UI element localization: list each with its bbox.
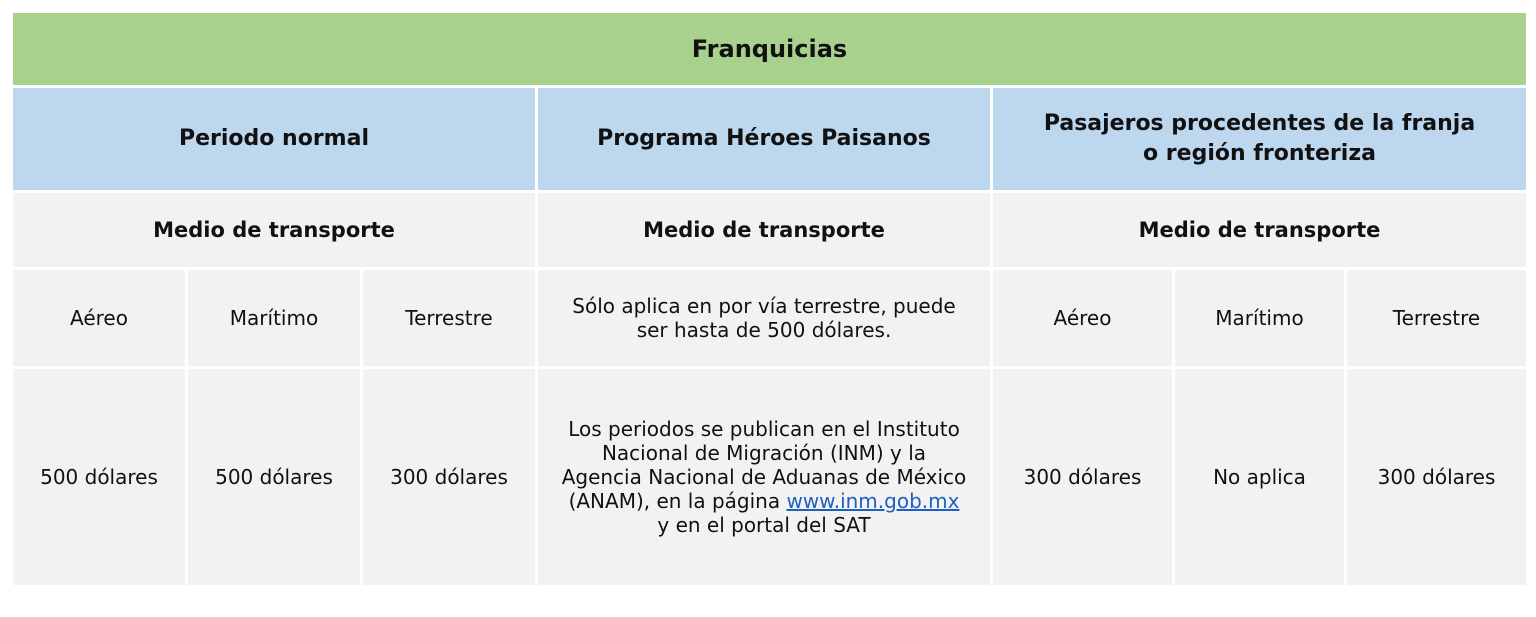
- medio-transporte-label-fronteriza: Medio de transporte: [992, 192, 1528, 269]
- heroes-mode-note: Sólo aplica en por vía terrestre, puede ser hasta de 500 dólares.: [537, 269, 992, 368]
- amount-row: [12, 368, 1528, 587]
- heroes-note-text-after: y en el portal del SAT: [657, 513, 871, 537]
- inm-website-link[interactable]: www.inm.gob.mx: [786, 489, 960, 513]
- transport-mode-row: [12, 269, 1528, 368]
- group-header-row: [12, 87, 1528, 192]
- value-terrestre-fronteriza: 300 dólares: [1346, 368, 1528, 587]
- table-title: Franquicias: [12, 12, 1528, 87]
- mode-terrestre-normal: Terrestre: [362, 269, 537, 368]
- franquicias-table-wrapper: [10, 10, 1526, 588]
- value-maritimo-fronteriza: No aplica: [1174, 368, 1346, 587]
- value-aereo-fronteriza: 300 dólares: [992, 368, 1174, 587]
- heroes-periods-note: [537, 368, 992, 587]
- mode-maritimo-normal: Marítimo: [187, 269, 362, 368]
- mode-terrestre-fronteriza: Terrestre: [1346, 269, 1528, 368]
- group-header-franja-fronteriza: Pasajeros procedentes de la franja o región fronteriza: [992, 87, 1528, 192]
- value-aereo-normal: 500 dólares: [12, 368, 187, 587]
- medio-transporte-label-normal: Medio de transporte: [12, 192, 537, 269]
- franquicias-table: [10, 10, 1529, 588]
- group-header-heroes-paisanos: Programa Héroes Paisanos: [537, 87, 992, 192]
- medio-transporte-label-heroes: Medio de transporte: [537, 192, 992, 269]
- mode-aereo-fronteriza: Aéreo: [992, 269, 1174, 368]
- heroes-note-text-before: Los periodos se publican en el Instituto Nacional de Migración (INM) y la Agencia Nacional de Aduanas de México (ANAM), en la página: [561, 417, 967, 513]
- mode-aereo-normal: Aéreo: [12, 269, 187, 368]
- value-maritimo-normal: 500 dólares: [187, 368, 362, 587]
- mode-maritimo-fronteriza: Marítimo: [1174, 269, 1346, 368]
- medio-transporte-row: [12, 192, 1528, 269]
- title-row: [12, 12, 1528, 87]
- group-header-periodo-normal: Periodo normal: [12, 87, 537, 192]
- value-terrestre-normal: 300 dólares: [362, 368, 537, 587]
